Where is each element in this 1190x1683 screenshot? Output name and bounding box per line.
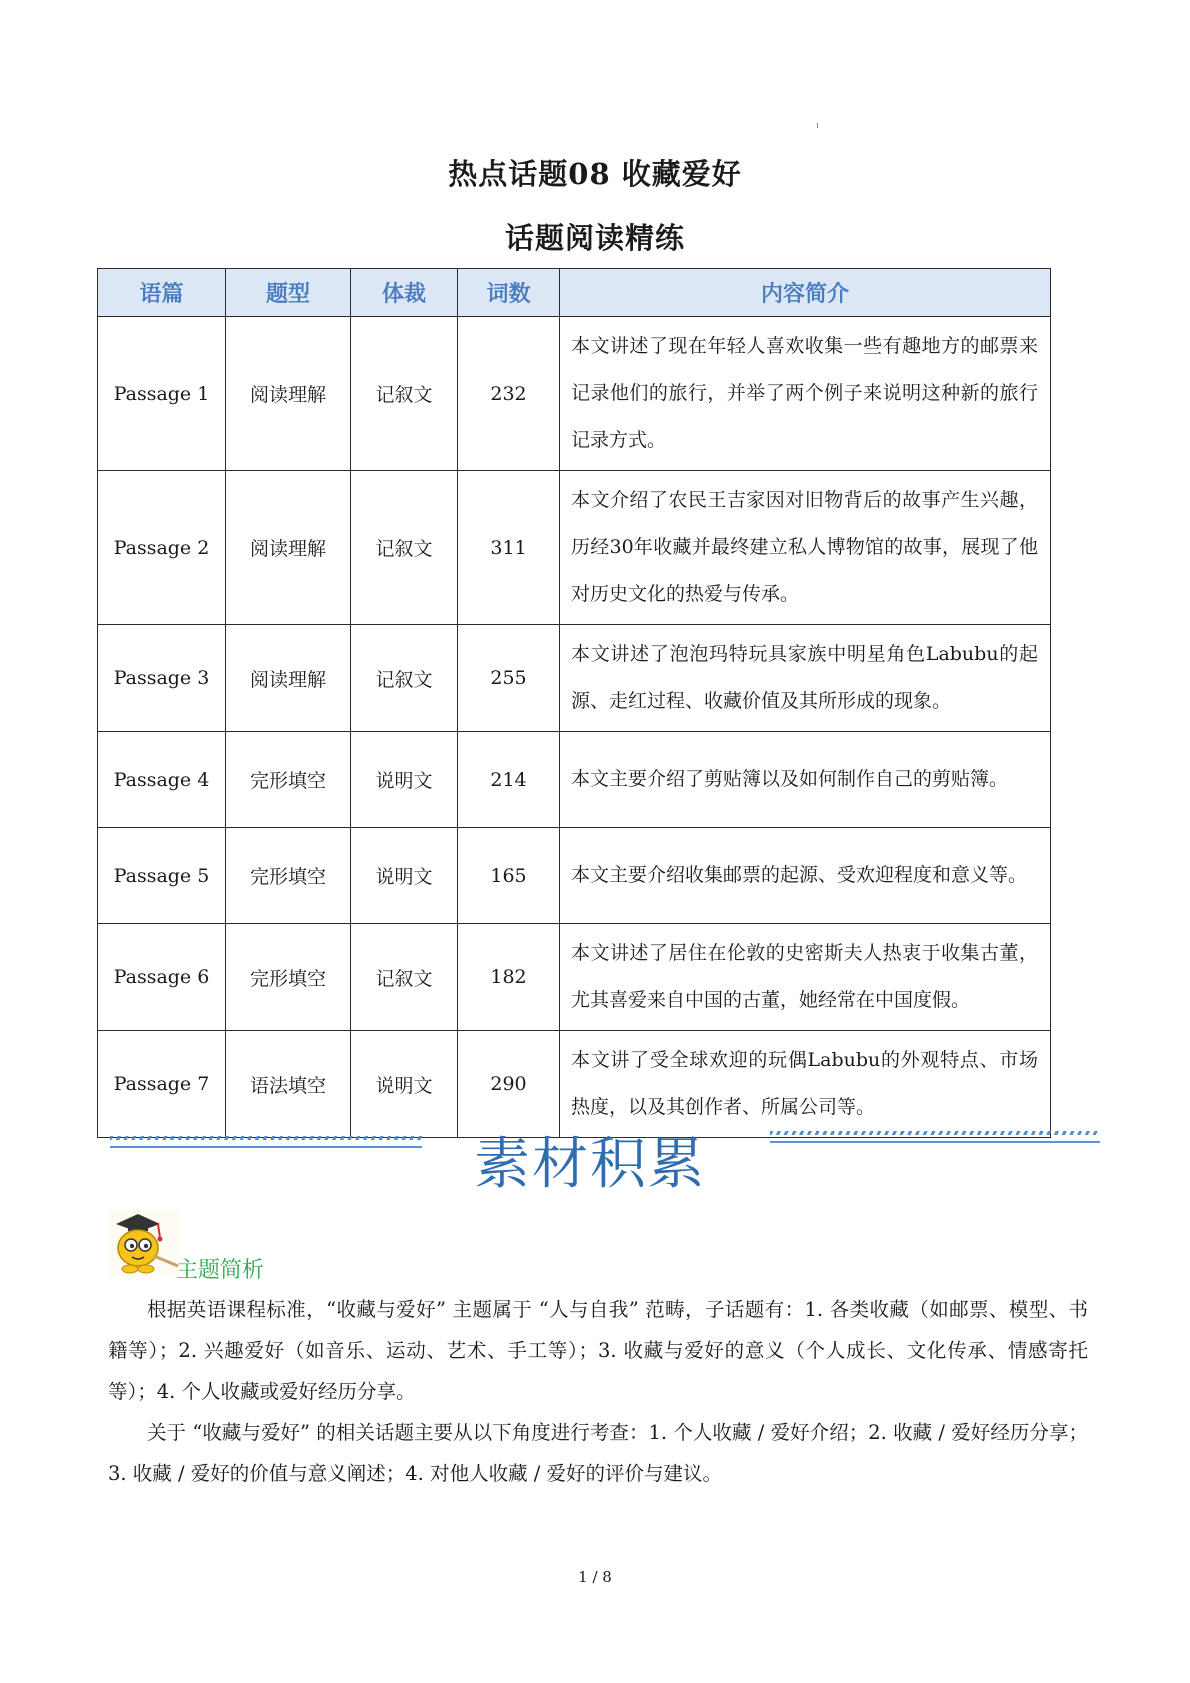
document-subtitle: 话题阅读精练 [504, 221, 685, 255]
type-cell: 阅读理解 [226, 625, 351, 732]
passage-cell: Passage 6 [98, 924, 226, 1031]
words-cell: 255 [458, 625, 560, 732]
summary-cell: 本文讲了受全球欢迎的玩偶Labubu的外观特点、市场热度，以及其创作者、所属公司等。 [560, 1031, 1051, 1138]
header-passage: 语篇 [98, 269, 226, 317]
document-title: 热点话题08 收藏爱好 [448, 157, 742, 191]
passage-cell: Passage 5 [98, 828, 226, 924]
table-header-row [98, 269, 1051, 317]
words-cell: 290 [458, 1031, 560, 1138]
header-word-count: 词数 [458, 269, 560, 317]
type-cell: 阅读理解 [226, 471, 351, 625]
header-genre: 体裁 [351, 269, 458, 317]
summary-cell: 本文讲述了居住在伦敦的史密斯夫人热衷于收集古董，尤其喜爱来自中国的古董，她经常在中国度假。 [560, 924, 1051, 1031]
words-cell: 232 [458, 317, 560, 471]
cartoon-scholar-icon [108, 1210, 180, 1276]
page-mark [817, 123, 818, 128]
words-cell: 165 [458, 828, 560, 924]
passage-cell: Passage 4 [98, 732, 226, 828]
section-banner-title: 素材积累 [474, 1132, 706, 1197]
summary-cell: 本文介绍了农民王吉家因对旧物背后的故事产生兴趣，历经30年收藏并最终建立私人博物馆的故事，展现了他对历史文化的热爱与传承。 [560, 471, 1051, 625]
banner-left-line [110, 1146, 422, 1148]
passage-overview-table [97, 268, 1051, 1138]
type-cell: 完形填空 [226, 924, 351, 1031]
words-cell: 182 [458, 924, 560, 1031]
banner-right-dash [770, 1131, 1100, 1135]
passage-cell: Passage 7 [98, 1031, 226, 1138]
genre-cell: 记叙文 [351, 471, 458, 625]
table-row [98, 625, 1051, 732]
type-cell: 语法填空 [226, 1031, 351, 1138]
banner-left-dash [110, 1136, 422, 1140]
words-cell: 214 [458, 732, 560, 828]
type-cell: 完形填空 [226, 828, 351, 924]
header-type: 题型 [226, 269, 351, 317]
summary-cell: 本文主要介绍了剪贴簿以及如何制作自己的剪贴簿。 [560, 732, 1051, 828]
header-summary: 内容简介 [560, 269, 1051, 317]
body-paragraph: 关于 “收藏与爱好” 的相关话题主要从以下角度进行考查：1. 个人收藏 / 爱好介绍；2. 收藏 / 爱好经历分享；3. 收藏 / 爱好的价值与意义阐述；4. 对他人收藏 / 爱好的评价与建议。 [108, 1421, 1088, 1485]
summary-cell: 本文主要介绍收集邮票的起源、受欢迎程度和意义等。 [560, 828, 1051, 924]
passage-cell: Passage 3 [98, 625, 226, 732]
section-heading: 主题简析 [176, 1258, 265, 1283]
genre-cell: 记叙文 [351, 317, 458, 471]
table-row [98, 924, 1051, 1031]
table-row [98, 317, 1051, 471]
passage-cell: Passage 2 [98, 471, 226, 625]
type-cell: 阅读理解 [226, 317, 351, 471]
genre-cell: 记叙文 [351, 625, 458, 732]
banner-right-line [770, 1141, 1100, 1143]
table-row [98, 732, 1051, 828]
genre-cell: 记叙文 [351, 924, 458, 1031]
table-row [98, 828, 1051, 924]
genre-cell: 说明文 [351, 828, 458, 924]
passage-cell: Passage 1 [98, 317, 226, 471]
summary-cell: 本文讲述了现在年轻人喜欢收集一些有趣地方的邮票来记录他们的旅行，并举了两个例子来说明这种新的旅行记录方式。 [560, 317, 1051, 471]
genre-cell: 说明文 [351, 1031, 458, 1138]
genre-cell: 说明文 [351, 732, 458, 828]
page-number: 1 / 8 [578, 1568, 612, 1586]
table-row [98, 471, 1051, 625]
type-cell: 完形填空 [226, 732, 351, 828]
summary-cell: 本文讲述了泡泡玛特玩具家族中明星角色Labubu的起源、走红过程、收藏价值及其所形成的现象。 [560, 625, 1051, 732]
words-cell: 311 [458, 471, 560, 625]
body-paragraph: 根据英语课程标准，“收藏与爱好” 主题属于 “人与自我” 范畴，子话题有：1. 各类收藏（如邮票、模型、书籍等）；2. 兴趣爱好（如音乐、运动、艺术、手工等）；3. 收藏与爱好的意义（个人成长、文化传承、情感寄托等）；4. 个人收藏或爱好经历分享。 [108, 1298, 1088, 1403]
